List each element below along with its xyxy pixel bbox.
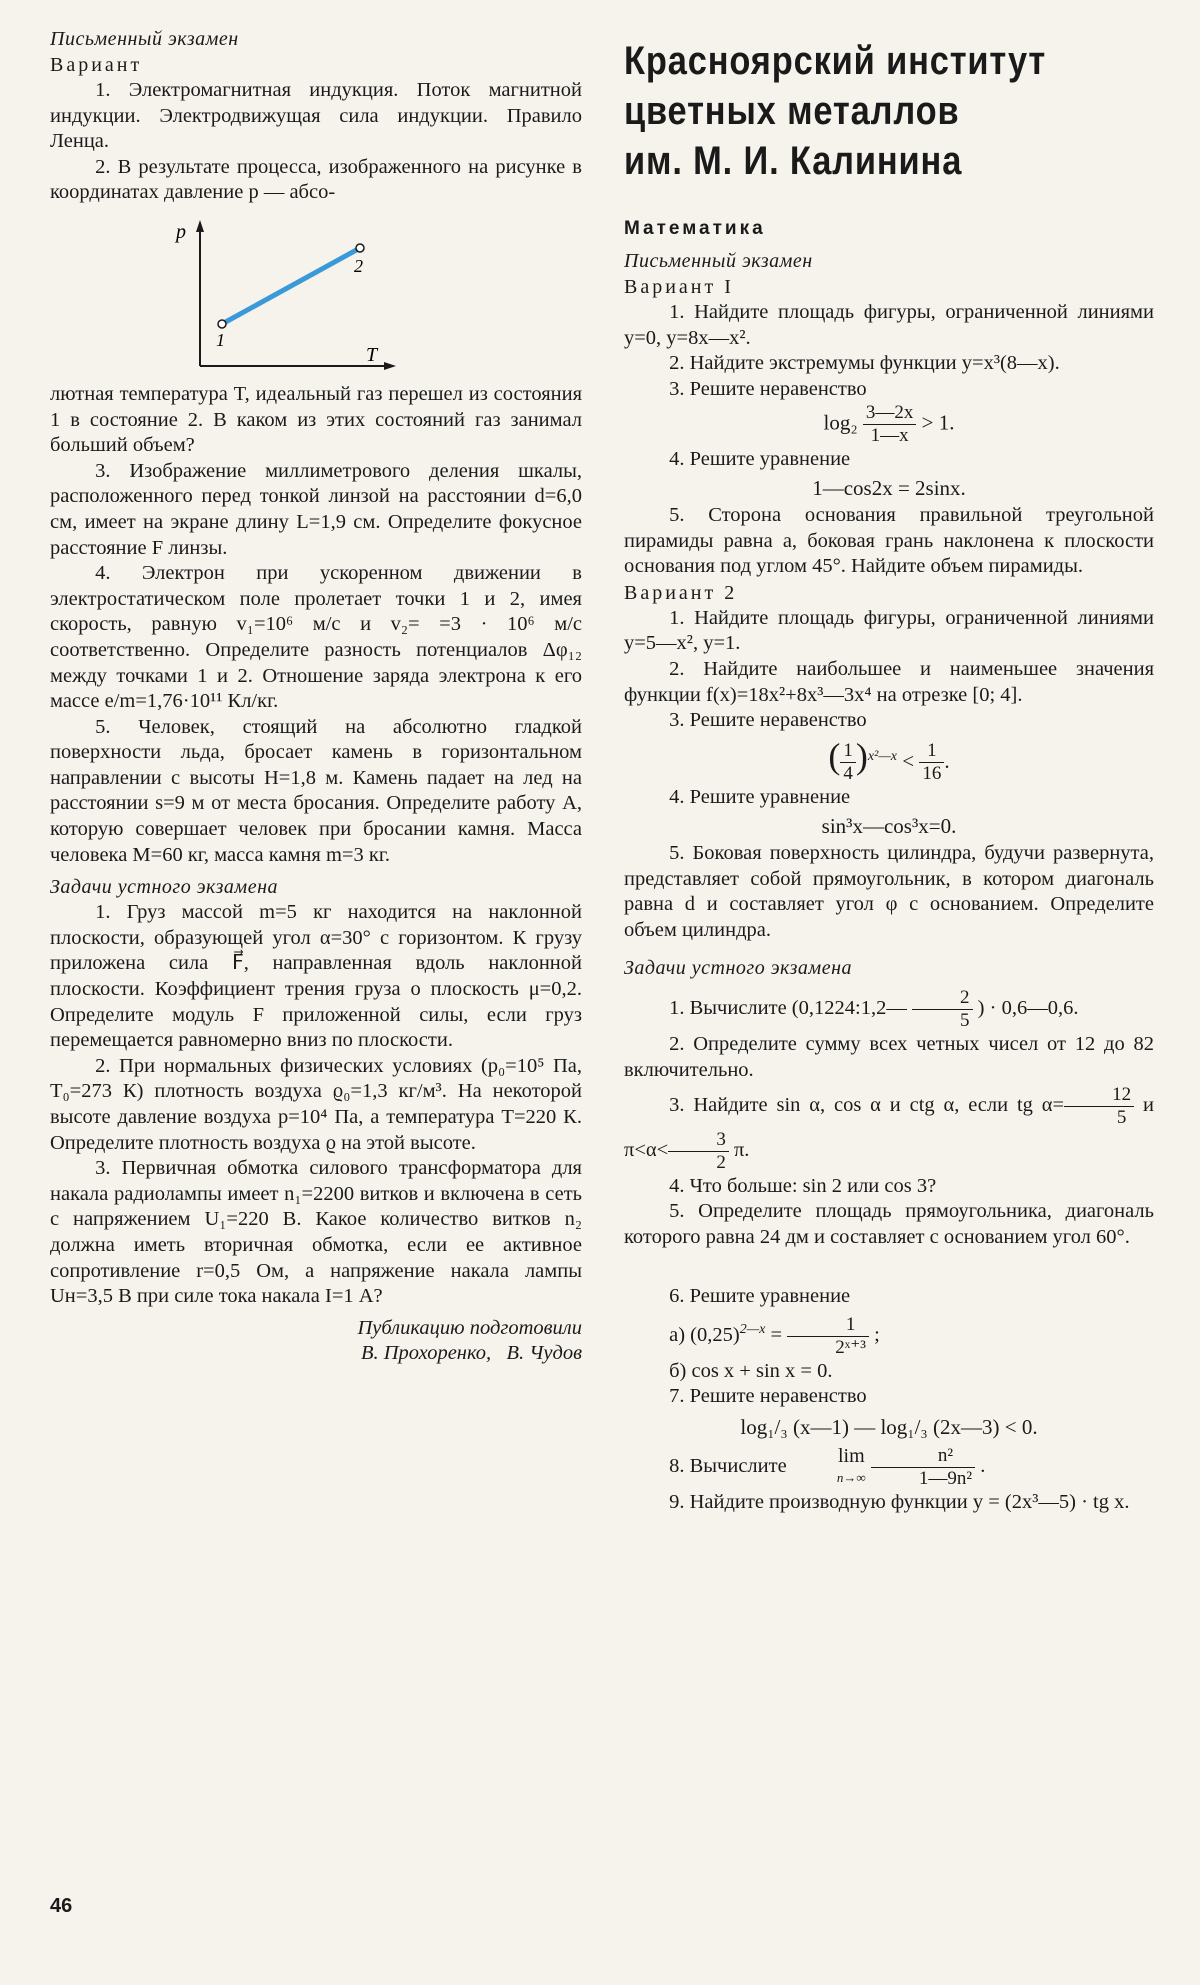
v2-problem-4-equation: sin³x—cos³x=0. [821, 814, 957, 838]
base-fraction: $\frac{1}{4}$ [840, 740, 856, 785]
variant-label: Вариант [50, 54, 143, 76]
v1-problem-5: 5. Сторона основания правильной треугольной пирамиды равна a, боковая грань наклонена к плоскости основания под углом 45°. Найдите объем пирамиды. [624, 503, 1154, 578]
variant-2-label: Вариант 2 [624, 581, 738, 604]
oral-problem-1: 1. Груз массой m=5 кг находится на наклонной плоскости, образующей угол α=30° с горизонтом. К грузу приложена сила F⃗, направленная вдоль наклонной плоскости. Коэффициент трения груза о плоскость μ=0,2. Определите модуль F приложенной силы, если груз перемещается равномерно вниз по плоскости. [50, 901, 582, 1052]
left-column [50, 26, 582, 1367]
v2-problem-3-formula: ( $\frac{1}{4}$ )$^{x^2—x}$ < $\frac{1}{16}$ . [828, 735, 950, 785]
oral-problem-3: 3. Найдите sin α, cos α и ctg α, если tg α= $\frac{12}{5}$ и π<α< $\frac{3}{2}$ π. [624, 1083, 1154, 1173]
state-2-label: 2 [354, 255, 363, 276]
x-axis-label: T [366, 343, 378, 366]
oral-problem-1: 1. Вычислите (0,1224:1,2— $\frac{2}{5}$ ) · 0,6—0,6. [669, 987, 1079, 1032]
oral-problem-5: 5. Определите площадь прямоугольника, диагональ которого равна 24 дм и составляет с основанием угол 60°. [624, 1200, 1154, 1248]
rhs-fraction: $\frac{1}{16}$ [919, 740, 944, 785]
state-2-point [356, 244, 364, 252]
inequality-tail: > 1. [921, 410, 955, 435]
oral-problem-6a: а) $(0,25)^{2—x}$ = $\frac{1}{\text{2ˣ⁺³}}$ ; [669, 1313, 880, 1358]
written-exam-heading: Письменный экзамен [624, 250, 813, 272]
oral-exam-heading: Задачи устного экзамена [624, 957, 852, 980]
fraction-numerator: 3—2x [863, 402, 917, 425]
problem-1: 1. Электромагнитная индукция. Поток магнитной индукции. Электродвижущая сила индукции. Правило Ленца. [50, 79, 582, 153]
oral-problem-6b: б) cos x + sin x = 0. [669, 1359, 833, 1382]
v2-problem-5: 5. Боковая поверхность цилиндра, будучи развернута, представляет собой прямоугольник, в котором диагональ равна d и составляет угол φ с основанием. Определите объем цилиндра. [624, 842, 1154, 941]
process-line [222, 248, 360, 324]
oral-problem-4: 4. Что больше: sin 2 или cos 3? [669, 1174, 937, 1197]
v1-problem-1: 1. Найдите площадь фигуры, ограниченной линиями y=0, y=8x—x². [624, 301, 1154, 349]
oral-problem-2: 2. При нормальных физических условиях (p₀=10⁵ Па, T₀=273 К) плотность воздуха ϱ₀=1,3 кг/м³. На некоторой высоте давление воздуха p=10⁴ Па, а температура T=220 К. Определите плотность воздуха ϱ на этой высоте. [50, 1054, 582, 1154]
subject-heading: Математика [624, 218, 766, 239]
institute-title-line-1: Красноярский институт [624, 39, 1047, 83]
problem-2-start: 2. В результате процесса, изображенного на рисунке в координатах давление p — абсо- [50, 155, 582, 204]
problem-5: 5. Человек, стоящий на абсолютно гладкой поверхности льда, бросает камень в горизонтальном направлении с высоты H=1,8 м. Камень падает на лед на расстоянии s=9 м от места бросания. Определите работу A, которую совершает человек при бросании камня. Масса человека M=60 кг, масса камня m=3 кг. [50, 715, 582, 866]
v1-problem-3-formula [624, 402, 1154, 447]
v1-problem-4: 4. Решите уравнение [669, 448, 851, 471]
v2-problem-2: 2. Найдите наибольшее и наименьшее значения функции f(x)=18x²+8x³—3x⁴ на отрезке [0; 4]. [624, 657, 1154, 706]
credit-line: Публикацию подготовили [357, 1316, 582, 1339]
oral-problem-7: 7. Решите неравенство [669, 1385, 867, 1408]
credit-authors: В. Прохоренко, В. Чудов [360, 1342, 582, 1365]
exponent: x²—x [867, 748, 897, 764]
state-1-point [218, 320, 226, 328]
written-exam-heading: Письменный экзамен [50, 28, 239, 50]
institute-title-line-2: цветных металлов [624, 89, 960, 133]
state-1-label: 1 [216, 329, 225, 350]
problem-4: 4. Электрон при ускоренном движении в электростатическом поле пролетает точки 1 и 2, имея скорость, равную v₁=10⁶ м/с и v₂= =3 · 10⁶ м/с соответственно. Определите разность потенциалов Δφ₁₂ между точками 1 и 2. Отношение заряда электрона к его массе e/m=1,76·10¹¹ Кл/кг. [50, 562, 582, 713]
y-axis-arrow [196, 220, 204, 232]
oral-problem-2: 2. Определите сумму всех четных чисел от 12 до 82 включительно. [624, 1033, 1154, 1081]
oral-problem-7-inequality: log₁/₃ (x—1) — log₁/₃ (2x—3) < 0. [740, 1414, 1038, 1439]
right-column [624, 26, 1154, 1515]
variant-1-label: Вариант I [624, 276, 734, 298]
v2-problem-4: 4. Решите уравнение [669, 786, 851, 809]
log-base-2: log₂ [823, 410, 858, 435]
oral-problem-9: 9. Найдите производную функции y = (2x³—5) · tg x. [669, 1490, 1130, 1513]
y-axis-label: p [176, 220, 186, 243]
limit-operator: lim n→∞ [836, 1445, 866, 1486]
problem-3: 3. Изображение миллиметрового деления шкалы, расположенного перед тонкой линзой на расстоянии d=6,0 см, имеет на экране длину L=1,9 см. Определите фокусное расстояние F линзы. [50, 459, 582, 559]
v2-problem-1: 1. Найдите площадь фигуры, ограниченной линиями y=5—x², y=1. [624, 606, 1154, 655]
v1-problem-2: 2. Найдите экстремумы функции y=x³(8—x). [669, 352, 1060, 375]
oral-problem-6: 6. Решите уравнение [669, 1285, 851, 1308]
page-number: 46 [50, 1895, 73, 1917]
pressure-temperature-graph [176, 216, 400, 376]
oral-problem-8: 8. Вычислите lim n→∞ $\frac{\text{n²}}{\text{1—9n²}}$ . [669, 1444, 986, 1489]
x-axis-arrow [384, 362, 396, 370]
oral-exam-heading: Задачи устного экзамена [50, 876, 278, 899]
fraction-denominator: 1—x [870, 425, 909, 447]
problem-2-end: лютная температура T, идеальный газ перешел из состояния 1 в состояние 2. В каком из этих состояний газ занимал больший объем? [50, 382, 582, 457]
v1-problem-4-equation: 1—cos2x = 2sinx. [812, 475, 966, 500]
institute-title-line-3: им. М. И. Калинина [624, 139, 963, 183]
v2-problem-3: 3. Решите неравенство [669, 709, 867, 732]
institute-title [624, 36, 1157, 186]
v1-q3-fraction [863, 402, 917, 447]
v1-problem-3: 3. Решите неравенство [669, 377, 867, 400]
oral-problem-3: 3. Первичная обмотка силового трансформатора для накала радиолампы имеет n₁=2200 витков и включена в сеть с напряжением U₁=220 В. Какое количество витков n₂ должна иметь вторичная обмотка, если ее активное сопротивление r=0,5 Ом, а напряжение накала лампы Uн=3,5 В при силе тока накала I=1 А? [50, 1157, 582, 1308]
